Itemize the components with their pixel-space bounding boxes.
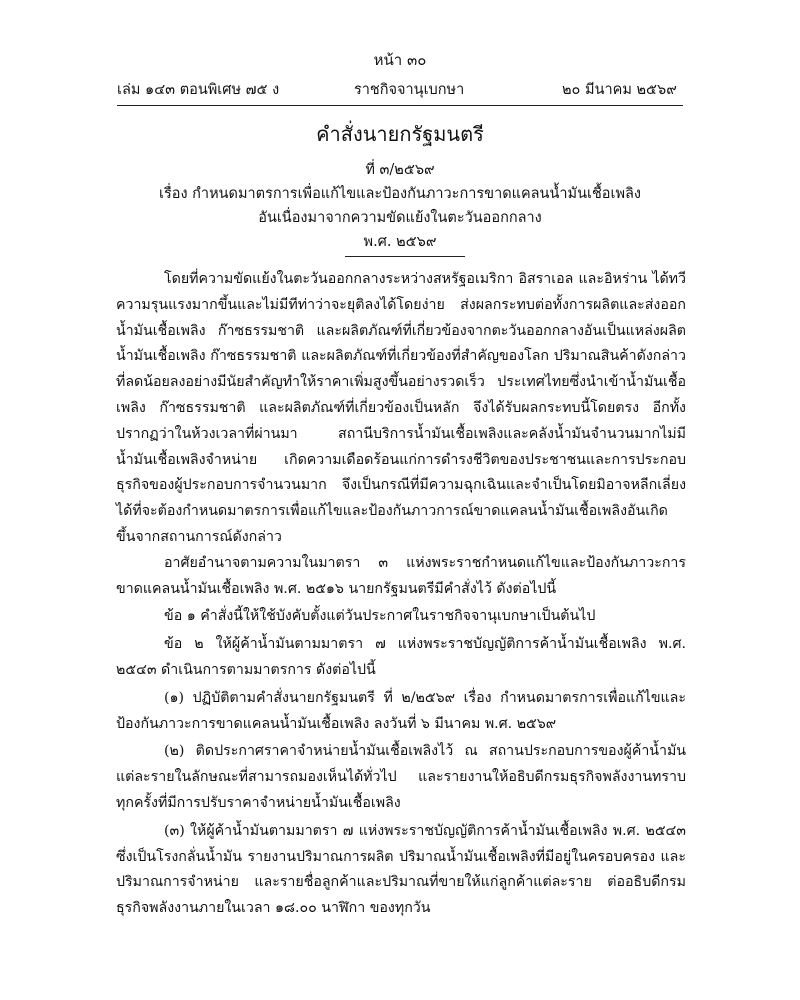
clause-2-item-3: (๓) ให้ผู้ค้าน้ำมันตามมาตรา ๗ แห่งพระราชบัญญัติการค้าน้ำมันเชื้อเพลิง พ.ศ. ๒๕๔๓ ซึ่งเป็นโรงกลั่นน้ำมัน รายงานปริมาณการผลิต ปริมาณน้ำมันเชื้อเพลิงที่มีอยู่ในครอบครอง และปริมาณการจำหน่าย และรายชื่อลูกค้าและปริมาณที่ขายให้แก่ลูกค้าแต่ละราย ต่ออธิบดีกรมธุรกิจพลังงานภายในเวลา ๑๘.๐๐ นาฬิกา ของทุกวัน — [116, 822, 686, 917]
order-number: ที่ ๓/๒๕๖๙ — [365, 162, 435, 178]
order-year: พ.ศ. ๒๕๖๙ — [363, 234, 437, 250]
publication-name: ราชกิจจานุเบกษา — [354, 82, 465, 98]
header-divider — [117, 105, 683, 106]
order-title: คำสั่งนายกรัฐมนตรี — [316, 122, 484, 146]
order-subject-line1: เรื่อง กำหนดมาตรการเพื่อแก้ไขและป้องกันภาวะการขาดแคลนน้ำมันเชื้อเพลิง — [159, 186, 641, 202]
clause-1: ข้อ ๑ คำสั่งนี้ให้ใช้บังคับตั้งแต่วันประกาศในราชกิจจานุเบกษาเป็นต้นไป — [164, 608, 596, 625]
publication-date: ๒๐ มีนาคม ๒๕๖๙ — [562, 82, 677, 98]
page-number: หน้า ๓๐ — [373, 51, 427, 69]
title-divider — [345, 256, 465, 257]
authority-paragraph: อาศัยอำนาจตามความในมาตรา ๓ แห่งพระราชกำหนดแก้ไขและป้องกันภาวะการขาดแคลนน้ำมันเชื้อเพลิง พ.ศ. ๒๕๑๖ นายกรัฐมนตรีมีคำสั่งไว้ ดังต่อไปนี้ — [116, 554, 686, 597]
order-subject-line2: อันเนื่องมาจากความขัดแย้งในตะวันออกกลาง — [258, 210, 542, 226]
preamble-paragraph: โดยที่ความขัดแย้งในตะวันออกกลางระหว่างสหรัฐอเมริกา อิสราเอล และอิหร่าน ได้ทวีความรุนแรงมากขึ้นและไม่มีทีท่าว่าจะยุติลงได้โดยง่าย ส่งผลกระทบต่อทั้งการผลิตและส่งออกน้ำมันเชื้อเพลิง ก๊าซธรรมชาติ และผลิตภัณฑ์ที่เกี่ยวข้องจากตะวันออกกลางอันเป็นแหล่งผลิตน้ำมันเชื้อเพลิง ก๊าซธรรมชาติ และผลิตภัณฑ์ที่เกี่ยวข้องที่สำคัญของโลก ปริมาณสินค้าดังกล่าวที่ลดน้อยลงอย่างมีนัยสำคัญทำให้ราคาเพิ่มสูงขึ้นอย่างรวดเร็ว ประเทศไทยซึ่งนำเข้าน้ำมันเชื้อเพลิง ก๊าซธรรมชาติ และผลิตภัณฑ์ที่เกี่ยวข้องเป็นหลัก จึงได้รับผลกระทบนี้โดยตรง อีกทั้งปรากฏว่าในห้วงเวลาที่ผ่านมา สถานีบริการน้ำมันเชื้อเพลิงและคลังน้ำมันจำนวนมากไม่มีน้ำมันเชื้อเพลิงจำหน่าย เกิดความเดือดร้อนแก่การดำรงชีวิตของประชาชนและการประกอบธุรกิจของผู้ประกอบการจำนวนมาก จึงเป็นกรณีที่มีความฉุกเฉินและจำเป็นโดยมิอาจหลีกเลี่ยงได้ที่จะต้องกำหนดมาตรการเพื่อแก้ไขและป้องกันภาวการณ์ขาดแคลนน้ำมันเชื้อเพลิงอันเกิดขึ้นจากสถานการณ์ดังกล่าว — [116, 271, 686, 545]
clause-2-item-1: (๑) ปฏิบัติตามคำสั่งนายกรัฐมนตรี ที่ ๒/๒๕๖๙ เรื่อง กำหนดมาตรการเพื่อแก้ไขและป้องกันภาวะการขาดแคลนน้ำมันเชื้อเพลิง ลงวันที่ ๖ มีนาคม พ.ศ. ๒๕๖๙ — [116, 689, 686, 732]
volume-issue: เล่ม ๑๔๓ ตอนพิเศษ ๗๕ ง — [117, 82, 280, 98]
order-body — [116, 267, 686, 922]
clause-2-item-2: (๒) ติดประกาศราคาจำหน่ายน้ำมันเชื้อเพลิงไว้ ณ สถานประกอบการของผู้ค้าน้ำมันแต่ละรายในลักษณะที่สามารถมองเห็นได้ทั่วไป และรายงานให้อธิบดีกรมธุรกิจพลังงานทราบทุกครั้งที่มีการปรับราคาจำหน่ายน้ำมันเชื้อเพลิง — [116, 743, 686, 811]
clause-2: ข้อ ๒ ให้ผู้ค้าน้ำมันตามมาตรา ๗ แห่งพระราชบัญญัติการค้าน้ำมันเชื้อเพลิง พ.ศ. ๒๕๔๓ ดำเนินการตามมาตรการ ดังต่อไปนี้ — [116, 636, 686, 678]
